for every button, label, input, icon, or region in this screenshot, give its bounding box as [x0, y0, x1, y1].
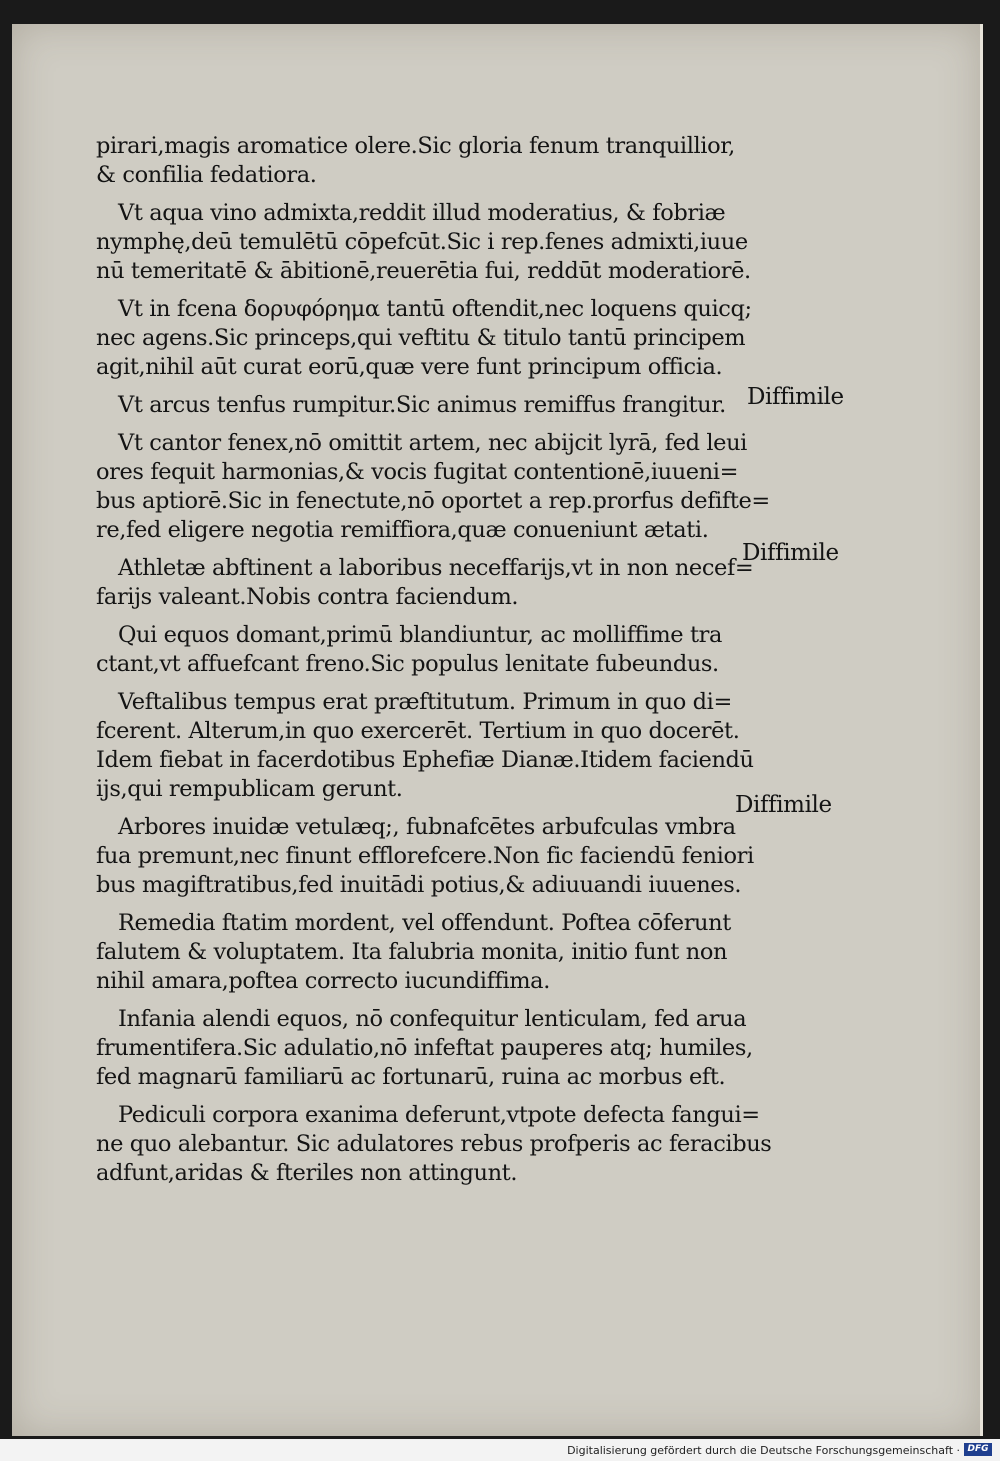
paragraph-2 — [96, 199, 766, 286]
text-line: ijs,qui rempublicam gerunt. — [96, 776, 403, 802]
text-line: Vt in fcena δορυφόρημα tantū oftendit,nec loquens quicq; — [118, 296, 752, 322]
text-line: agit,nihil aūt curat eorū,quæ vere funt principum officia. — [96, 354, 723, 380]
text-line: Remedia ftatim mordent, vel offendunt. Poftea cōferunt — [118, 910, 731, 936]
page-text — [96, 132, 772, 1197]
paragraph-8 — [96, 688, 766, 804]
text-line: Pediculi corpora exanima deferunt,vtpote defecta fangui= — [118, 1102, 760, 1128]
margin-note: Diffimile — [747, 384, 844, 410]
text-line: Vt arcus tenfus rumpitur.Sic animus remiffus frangitur. — [118, 392, 726, 418]
margin-note: Diffimile — [742, 540, 839, 566]
paragraph-1 — [96, 132, 766, 190]
paragraph-9 — [96, 813, 766, 900]
text-line: bus aptiorē.Sic in fenectute,nō oportet a rep.prorfus defifte= — [96, 488, 770, 514]
text-line: adfunt,aridas & fteriles non attingunt. — [96, 1160, 518, 1186]
text-line: re,fed eligere negotia remiffiora,quæ conueniunt ætati. — [96, 517, 709, 543]
paragraph-7 — [96, 621, 766, 679]
text-line: falutem & voluptatem. Ita falubria monita, initio funt non — [96, 939, 728, 965]
footer-bar — [0, 1439, 1000, 1461]
margin-note: Diffimile — [735, 792, 832, 818]
text-line: nū temeritatē & ābitionē,reuerētia fui, reddūt moderatiorē. — [96, 258, 751, 284]
text-line: fua premunt,nec finunt efflorefcere.Non fic faciendū feniori — [96, 843, 754, 869]
text-line: Vt aqua vino admixta,reddit illud moderatius, & fobriæ — [118, 200, 726, 226]
paragraph-6 — [96, 554, 766, 612]
text-line: Infania alendi equos, nō confequitur lenticulam, fed arua — [118, 1006, 747, 1032]
text-line: bus magiftratibus,fed inuitādi potius,& adiuuandi iuuenes. — [96, 872, 742, 898]
text-line: Idem fiebat in facerdotibus Ephefiæ Dianæ.Itidem faciendū — [96, 747, 754, 773]
text-line: ores fequit harmonias,& vocis fugitat contentionē,iuueni= — [96, 459, 739, 485]
text-line: nihil amara,poftea correcto iucundiffima. — [96, 968, 550, 994]
text-line: farijs valeant.Nobis contra faciendum. — [96, 584, 519, 610]
text-line: Arbores inuidæ vetulæq;, fubnafcētes arbufculas vmbra — [118, 814, 736, 840]
text-line: Vt cantor fenex,nō omittit artem, nec abijcit lyrā, fed leui — [118, 430, 747, 456]
text-line: Athletæ abftinent a laboribus neceffarijs,vt in non necef= — [118, 555, 754, 581]
paragraph-11 — [96, 1005, 766, 1092]
text-line: Veftalibus tempus erat præftitutum. Primum in quo di= — [118, 689, 732, 715]
text-line: & confilia fedatiora. — [96, 162, 317, 188]
text-line: fcerent. Alterum,in quo exercerēt. Tertium in quo docerēt. — [96, 718, 740, 744]
scanned-page — [12, 24, 983, 1436]
text-line: Qui equos domant,primū blandiuntur, ac molliffime tra — [118, 622, 722, 648]
paragraph-4 — [96, 391, 766, 420]
text-line: ne quo alebantur. Sic adulatores rebus profperis ac feracibus — [96, 1131, 772, 1157]
text-line: ctant,vt affuefcant freno.Sic populus lenitate fubeundus. — [96, 651, 719, 677]
paragraph-10 — [96, 909, 766, 996]
dfg-logo: DFG — [964, 1443, 992, 1456]
text-line: fed magnarū familiarū ac fortunarū, ruina ac morbus eft. — [96, 1064, 726, 1090]
text-line: nec agens.Sic princeps,qui veftitu & titulo tantū principem — [96, 325, 746, 351]
text-line: nymphę,deū temulētū cōpefcūt.Sic i rep.fenes admixti,iuue — [96, 229, 748, 255]
text-line: frumentifera.Sic adulatio,nō infeftat pauperes atq; humiles, — [96, 1035, 753, 1061]
paragraph-3 — [96, 295, 766, 382]
funding-credit: Digitalisierung gefördert durch die Deutsche Forschungsgemeinschaft · — [567, 1444, 960, 1457]
paragraph-5 — [96, 429, 770, 545]
text-line: pirari,magis aromatice olere.Sic gloria fenum tranquillior, — [96, 133, 735, 159]
paragraph-12 — [96, 1101, 772, 1188]
